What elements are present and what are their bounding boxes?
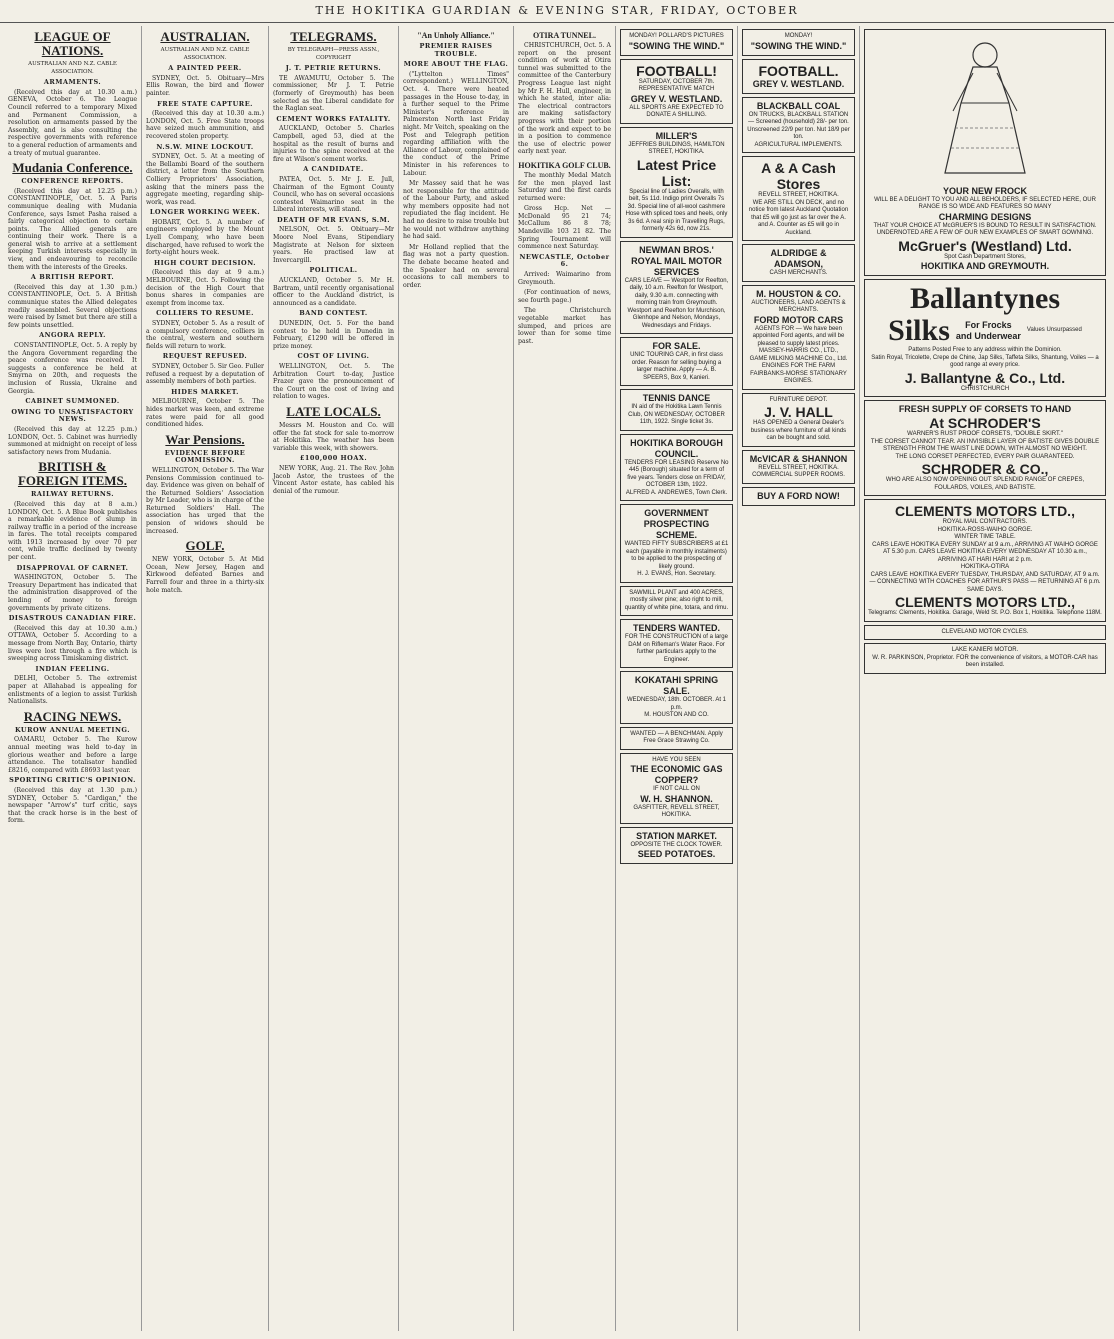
- seed-potatoes: SEED POTATOES.: [637, 849, 716, 859]
- pollards-title: POLLARD'S PICTURES: [658, 33, 724, 39]
- column-telegrams: [269, 26, 399, 1331]
- heading-longer-week: LONGER WORKING WEEK.: [149, 208, 261, 217]
- masthead: THE HOKITIKA GUARDIAN & EVENING STAR, FRIDAY, OCTOBER: [0, 0, 1114, 23]
- pollards-film: "SOWING THE WIND.": [628, 40, 725, 51]
- free-state-text: (Received this day at 10.30 a.m.) LONDON, Oct. 5. Free State troops have seized much ammunition, and recovered stolen property.: [146, 110, 264, 140]
- hoax-text: NEW YORK, Aug. 21. The Rev. John Jacob Astor, the trustees of the Vincent Astor estate, has cabled his denial of the rumour.: [273, 464, 394, 495]
- houston-title: M. HOUSTON & CO.: [756, 288, 841, 299]
- sporting-text: (Received this day at 1.30 p.m.) SYDNEY, October 5. "Cardigan," the newspaper "Arrow's" turf critic, says that the crack horse is in the best of form.: [8, 786, 137, 825]
- heading-cost: COST OF LIVING.: [297, 352, 370, 361]
- football-ad-right: [742, 59, 855, 94]
- ford-title: FORD MOTOR CARS: [753, 314, 844, 325]
- corsets-title: FRESH SUPPLY OF CORSETS TO HAND: [898, 404, 1072, 415]
- war-text: WELLINGTON, October 5. The War Pensions Commission continued to-day. Evidence was given on behalf of the Returned Soldiers' Association by Mr Leader, who is in charge of the Returned Soldiers' Hall. The association has urged that the pension of widows should be increased.: [146, 466, 264, 535]
- heading-newcastle: NEWCASTLE, October 6.: [519, 252, 610, 269]
- hall-title: J. V. HALL: [764, 404, 833, 420]
- angora-text: CONSTANTINOPLE, Oct. 5. A reply by the Angora Government regarding the peace conference was received. It suggests a conference be held at Smyrna on 20th, and requests the inclusion of Russia, Ukraine and Georgia.: [8, 342, 137, 395]
- british-report-text: (Received this day at 1.30 p.m.) CONSTANTINOPLE, Oct. 5. A British communique states the Allied delegates readily assembled. Several objections were raised by Ismet but there are still a few points unsettled.: [8, 283, 137, 329]
- clements-title: CLEMENTS MOTORS LTD.,: [895, 503, 1075, 520]
- heading-mudania: Mudania Conference.: [12, 160, 133, 176]
- cement-text: AUCKLAND, October 5. Charles Campbell, aged 53, died at the hospital as the result of burns and injuries to the spine received at the fire at Wilson's cement works.: [273, 125, 394, 163]
- clements-route: HOKITIKA-ROSS-WAIHO GORGE.: [937, 526, 1033, 533]
- station-market-ad: [620, 827, 733, 865]
- football-date: SATURDAY, OCTOBER 7th. REPRESENTATIVE MATCH: [638, 78, 715, 92]
- aldridge-title: ALDRIDGE & ADAMSON,: [770, 248, 827, 269]
- ford-text: AGENTS FOR — We have been appointed Ford agents, and will be pleased to supply latest prices.: [752, 325, 845, 347]
- unholy-text-2: Mr Massey said that he was not responsible for the attitude of the Labour Party, and asked why members opposite had not repudiated the flag incident. He had no desire to raise trouble but he would not withdraw anything he had said.: [403, 180, 509, 241]
- heading-golf: GOLF.: [185, 538, 225, 554]
- and-underwear: and Underwear: [955, 331, 1021, 342]
- heading-unholy: "An Unholy Alliance.": [417, 31, 495, 40]
- forsale-ad: [620, 337, 733, 386]
- heading-cabinet: CABINET SUMMONED.: [25, 397, 120, 406]
- petrie-text: TE AWAMUTU, October 5. The commissioner, Mr J. T. Petrie (formerly of Greymouth) has been selected as the Liberal candidate for the Raglan seat.: [273, 74, 394, 113]
- indian-text: DELHI, October 5. The extremist paper at Allahabad is appealing for enlistments of a legion to assist Turkish Nationalists.: [8, 675, 137, 706]
- painted-text: SYDNEY, Oct. 5. Obituary—Mrs Ellis Rowan, the bird and flower painter.: [146, 74, 264, 97]
- heading-otira: OTIRA TUNNEL.: [533, 31, 596, 40]
- late-locals-text: Messrs M. Houston and Co. will offer the fat stock for sale to-morrow at Hokitika. The weather has been variable this week, with showers.: [273, 421, 394, 452]
- millers-address: JEFFRIES BUILDINGS, HAMILTON STREET, HOKITIKA.: [628, 141, 725, 155]
- football-title: FOOTBALL!: [636, 62, 717, 79]
- football-ad: [620, 59, 733, 124]
- pollards-monday: MONDAY!: [629, 33, 657, 39]
- heading-kurow: KUROW ANNUAL MEETING.: [15, 725, 130, 734]
- carnet-text: WASHINGTON, October 5. The Treasury Department has indicated that the administration disapproved of the lending of money to foreign governments by private citizens.: [8, 574, 137, 612]
- frock-title: YOUR NEW FROCK: [943, 185, 1027, 196]
- column-ads-right: [738, 26, 860, 1331]
- australian-subhead: AUSTRALIAN AND N.Z. CABLE ASSOCIATION.: [160, 47, 250, 61]
- newman-ad: [620, 241, 733, 335]
- price-list-title: Latest Price List:: [636, 156, 717, 189]
- tennis-title: TENNIS DANCE: [642, 393, 711, 403]
- mcgruer-name: McGruer's (Westland) Ltd.: [898, 237, 1072, 254]
- fairbanks-title: FAIRBANKS-MORSE STATIONARY ENGINES.: [750, 370, 847, 384]
- heading-petrie: J. T. PETRIE RETURNS.: [285, 64, 382, 73]
- tenders-title: TENDERS WANTED.: [632, 623, 720, 633]
- warner-title: WARNER'S RUST PROOF CORSETS, "DOUBLE SKIRT.": [907, 431, 1063, 438]
- heading-painted: A PAINTED PEER.: [168, 64, 242, 73]
- engines-title: ENGINES FOR THE FARM: [761, 363, 836, 369]
- prospecting-ad: [620, 504, 733, 583]
- death-text: NELSON, Oct. 5. Obituary—Mr Moore Noel Evans, Stipendiary Magistrate at Nelson for sixteen years. He practised law at Invercargill.: [273, 226, 394, 264]
- agricultural-title: AGRICULTURAL IMPLEMENTS.: [754, 141, 843, 148]
- football-teams: GREY V. WESTLAND.: [630, 93, 723, 104]
- golf-club-text: The monthly Medal Match for the men played last Saturday and the first cards returned were:: [518, 171, 611, 202]
- acash-text: WE ARE STILL ON DECK, and no notice from latest Auckland Quotation that £5 will go just as far over the A. and A. Counter as £5 will go in Auckland.: [748, 199, 849, 236]
- heading-late-locals: LATE LOCALS.: [286, 403, 381, 419]
- houston-ad: [742, 285, 855, 390]
- war-subhead: EVIDENCE BEFORE COMMISSION.: [164, 448, 246, 465]
- otira-text: CHRISTCHURCH, Oct. 5. A report on the present condition of work at Otira tunnel was submitted to the committee of the Canterbury Progress League last night by Mr F. H. Hull, engineer, in which he stated, inter alia: The electrical contractors are making satisfactory progress with their portion of the work and expect to be in a position to commence the use of electric power early next year.: [518, 42, 611, 156]
- acash-address: REVELL STREET, HOKITIKA.: [758, 192, 839, 198]
- heading-political: POLITICAL.: [309, 266, 358, 275]
- heading-cement: CEMENT WORKS FATALITY.: [276, 114, 391, 123]
- newcastle-text: Arrived: Waimarino from Greymouth.: [518, 271, 611, 286]
- warner-text: THE CORSET CANNOT TEAR. AN INVISIBLE LAYER OF BATISTE GIVES DOUBLE STRENGTH FROM THE WAIST LINE DOWN, WITH ALMOST NO WEIGHT.: [870, 438, 1100, 453]
- houston-sub: AUCTIONEERS, LAND AGENTS & MERCHANTS.: [751, 299, 846, 313]
- values-note: Values Unsurpassed: [1026, 327, 1082, 334]
- heading-racing: RACING NEWS.: [23, 708, 122, 724]
- heading-league: LEAGUE OF NATIONS.: [34, 29, 111, 58]
- buy-ford-text: BUY A FORD NOW!: [757, 490, 840, 501]
- railway-text: (Received this day at 8 a.m.) LONDON, Oct. 5. A Blue Book publishes a remarkable evidence of slump in railway traffic in a period of the increase in fares. The total receipts compared with 1913 increased by over 70 per cent, while traffic declined by twenty per cent.: [8, 500, 137, 562]
- heading-war-pensions: War Pensions.: [165, 431, 245, 447]
- hall-text: HAS OPENED a General Dealer's business where furniture of all kinds can be bought and sold.: [750, 420, 847, 441]
- heading-golf-club: HOKITIKA GOLF CLUB.: [518, 160, 611, 170]
- pollards-ad-right: [742, 29, 855, 56]
- price-list-text: Special line of Ladies Overalls, with belt, 5s 11d. Indigo print Overalls 7s 3d. Special line of all-wool cashmere Hose with spliced toes and heels, only 3s 6d. A real snip in Travelling Rugs, formerly 42s 6d, now 21s.: [625, 188, 728, 232]
- prospecting-text: WANTED FIFTY SUBSCRIBERS at £1 each (payable in monthly instalments) to be applied to the prospecting of likely ground.: [624, 541, 729, 570]
- tenders-text: FOR THE CONSTRUCTION of a large DAM on Rifleman's Water Race. For further particulars apply to the Engineer.: [625, 634, 728, 663]
- tenders-ad: [620, 619, 733, 668]
- newman-title: NEWMAN BROS.' ROYAL MAIL MOTOR SERVICES: [631, 244, 722, 277]
- unholy-text: ("Lyttelton Times" correspondent.) WELLINGTON, Oct. 4. There were heated passages in the House to-day, in a further sequel to the Prime Minister's reference in Palmerston North last Friday night. Mr Veitch, speaking on the Post and Telegraph petition regarding affiliation with the Alliance of Labour, complained of the conduct of the Prime Minister in his references to Labour.: [403, 70, 509, 177]
- heading-angora: ANGORA REPLY.: [39, 331, 106, 340]
- patterns-note: Patterns Posted Free to any address within the Dominion.: [908, 347, 1062, 354]
- cleveland-title: CLEVELAND MOTOR CYCLES.: [941, 628, 1029, 635]
- acash-title: A & A Cash Stores: [761, 160, 836, 192]
- pollards-film-right: "SOWING THE WIND.": [750, 40, 847, 51]
- mudania-subhead: CONFERENCE REPORTS.: [21, 177, 124, 186]
- gas-have: HAVE YOU SEEN: [652, 756, 701, 763]
- kokatahi-ad: [620, 671, 733, 724]
- longer-week-text: HOBART, Oct. 5. A number of engineers employed by the Mount Lyell Company, who have been discharged, have refused to work the forty-eight hours week.: [146, 218, 264, 257]
- gas-copper-ad: [620, 753, 733, 824]
- football-teams-right: GREY V. WESTLAND.: [752, 78, 845, 89]
- tennis-text: IN aid of the Hokitika Lawn Tennis Club, ON WEDNESDAY, OCTOBER 11th, 1922. Single ticket 3s.: [628, 404, 725, 425]
- millers-ad: [620, 127, 733, 238]
- heading-indian: INDIAN FEELING.: [35, 664, 110, 673]
- lake-ad: [864, 643, 1106, 674]
- column-ads-left: [616, 26, 738, 1331]
- blackball-text: ON TRUCKS, BLACKBALL STATION — Screened (household) 28/- per ton. Unscreened 22/9 per ton. Nut 18/9 per ton.: [747, 111, 850, 140]
- kurow-text: OAMARU, October 5. The Kurow annual meeting was held to-day in glorious weather and before a large attendance. The totalisator handled £8216, compared with £8693 last year.: [8, 736, 137, 774]
- golf-text: NEW YORK, October 5. At Mid Ocean, New Jersey, Hagen and Kirkwood defeated Barnes and Farrell four and three in a thirty-six hole match.: [146, 556, 264, 594]
- cabinet-text: (Received this day at 12.25 p.m.) LONDON, Oct. 5. Cabinet was hurriedly summoned at midnight on receipt of less satisfactory news from Mudania.: [8, 425, 137, 456]
- heading-high-court: HIGH COURT DECISION.: [153, 258, 257, 267]
- borough-title: HOKITIKA BOROUGH COUNCIL.: [630, 437, 723, 459]
- unholy-text-3: Mr Holland replied that the flag was not a party question. The debate became heated and the Speaker had on several occasions to call members to order.: [403, 243, 509, 289]
- clements-sub: ROYAL MAIL CONTRACTORS.: [942, 519, 1028, 526]
- cabinet-subhead: OWING TO UNSATISFACTORY NEWS.: [11, 407, 134, 424]
- heading-band: BAND CONTEST.: [299, 309, 368, 318]
- continuation-note: (For continuation of news, see fourth page.): [518, 289, 611, 304]
- heading-hoax: £100,000 HOAX.: [299, 454, 368, 463]
- sawmill-ad: [620, 586, 733, 617]
- column-unholy: [399, 26, 514, 1331]
- cleveland-ad: [864, 625, 1106, 641]
- telegrams-subhead: BY TELEGRAPH—PRESS ASSN., COPYRIGHT: [287, 47, 380, 61]
- borough-text: TENDERS FOR LEASING Reserve No 445 (Borough) situated for a term of five years. Tenders close on FRIDAY, OCTOBER 13th, 1922.: [624, 459, 729, 488]
- kokatahi-auctioneer: M. HOUSTON AND CO.: [644, 712, 709, 718]
- otira-route: HOKITIKA-OTIRA: [960, 564, 1010, 571]
- unholy-subhead: PREMIER RAISES TROUBLE.: [419, 42, 493, 58]
- column-australian: [142, 26, 269, 1331]
- furniture-ad: [742, 393, 855, 447]
- aldridge-sub: CASH MERCHANTS.: [769, 270, 828, 276]
- clements-ad: [864, 499, 1106, 622]
- timetable-title: WINTER TIME TABLE.: [954, 534, 1016, 541]
- blackball-title: BLACKBALL COAL: [756, 100, 841, 111]
- golf-club-scores: Gross Hcp. Net — McDonald 95 21 74; McCallum 86 8 78; Mandeville 103 21 82. The Spring Tournament will commence next Saturday.: [518, 205, 611, 251]
- benchman-ad: [620, 727, 733, 750]
- lake-text: W. R. PARKINSON, Proprietor. FOR the convenience of visitors, a MOTOR-CAR has been installed.: [872, 654, 1098, 669]
- heading-colliers: COLLIERS TO RESUME.: [156, 309, 254, 318]
- mudania-text: (Received this day at 12.25 p.m.) CONSTANTINOPLE, Oct. 5. A Paris communique dealing with Mudania Conference, says Ismet Pasha raised a fairly categorical objection to certain points. The Allied generals are continuing their work. There is a general wish to arrive at a settlement keeping Turkish interests especially in view, and endeavouring to reconcile them with the interests of the Greeks.: [8, 187, 137, 271]
- mcvicar-title: McVICAR & SHANNON: [749, 453, 848, 464]
- pollards-ad: [620, 29, 733, 56]
- hides-text: MELBOURNE, October 5. The hides market was keen, and extreme rates were paid for all good conditioned hides.: [146, 398, 264, 429]
- mcvicar-address: REVELL STREET, HOKITIKA.: [758, 464, 839, 471]
- mine-text: SYDNEY, Oct. 5. At a meeting of the Bellambi Board of the southern district, a letter from the Southern Colliery Proprietors' Association, asking that the miners pass the aggregate meeting, regarding ship-work, was read.: [146, 153, 264, 206]
- heading-foreign-items: BRITISH & FOREIGN ITEMS.: [17, 459, 128, 489]
- silks-title: Silks: [888, 314, 950, 348]
- heading-death: DEATH OF MR EVANS, S.M.: [276, 215, 391, 224]
- kokatahi-title: KOKATAHI SPRING SALE.: [634, 675, 719, 696]
- milking-title: GAME MILKING MACHINE Co., Ltd.: [749, 355, 848, 362]
- request-text: SYDNEY, October 5. Sir Geo. Fuller refused a request by a deputation of assembly members of both parties.: [146, 362, 264, 386]
- forsale-text: UNIC TOURING CAR, in first class order. Reason for selling buying a larger machine. Apply — A. B. SPEERS, Box 9, Kanieri.: [630, 352, 723, 381]
- heading-candidate: A CANDIDATE.: [303, 165, 364, 174]
- ballantyne-ad: [864, 279, 1106, 397]
- frock-body: THAT YOUR CHOICE AT McGRUER'S IS BOUND TO RESULT IN SATISFACTION. UNDERNOTED ARE A FEW OF OUR NEW EXAMPLES OF SMART GOWNING.: [873, 222, 1097, 237]
- forsale-title: FOR SALE.: [652, 341, 701, 351]
- at-schroders: At SCHRODER'S: [929, 415, 1041, 432]
- cost-text: WELLINGTON, Oct. 5. The Arbitration Court to-day, Justice Frazer gave the pronouncement of the Court on the cost of living and relation to wages.: [273, 362, 394, 401]
- political-text: AUCKLAND, October 5. Mr H. Bartram, until recently organisational officer to the Auckland district, is announced as a candidate.: [273, 277, 394, 307]
- ballantyne-name: Ballantynes: [909, 282, 1061, 316]
- band-text: DUNEDIN, Oct. 5. For the band contest to be held in Dunedin in February, £1290 will be offered in prize money.: [273, 320, 394, 350]
- millers-name: MILLER'S: [655, 130, 698, 141]
- colliers-text: SYDNEY, October 5. As a result of a compulsory conference, colliers in the central, western and southern fields will return to work.: [146, 320, 264, 350]
- heading-canadian-fire: DISASTROUS CANADIAN FIRE.: [8, 614, 137, 623]
- frock-text: WILL BE A DELIGHT TO YOU AND ALL BEHOLDERS, IF SELECTED HERE, OUR RANGE IS SO WIDE AND FEATURES SO MANY: [874, 196, 1096, 211]
- heading-railway: RAILWAY RETURNS.: [30, 490, 115, 499]
- column-league: [4, 26, 142, 1331]
- station-title: STATION MARKET.: [636, 830, 717, 841]
- acash-ad: [742, 156, 855, 241]
- tennis-ad: [620, 389, 733, 431]
- heading-carnet: DISAPPROVAL OF CARNET.: [16, 563, 129, 572]
- jb-city: CHRISTCHURCH: [960, 385, 1010, 392]
- benchman-text: WANTED — A BENCHMAN. Apply Free Grace Strawing Co.: [630, 730, 723, 744]
- clements-footer: CLEMENTS MOTORS LTD.,: [895, 594, 1075, 611]
- suppers-title: COMMERCIAL SUPPER ROOMS.: [752, 472, 845, 478]
- clements-contact: Telegrams: Clements, Hokitika. Garage, Weld St. P.O. Box 1, Hokitika. Telephone 118M.: [868, 610, 1102, 617]
- armaments-text: (Received this day at 10.30 a.m.) GENEVA, October 6. The League Council referred to a temporary Mixed and Permanent Commission, a resolution on armaments passed by the Assembly, and is also consulting the respective governments with reference to a general reduction of armaments and a treaty of mutual guarantee.: [8, 88, 137, 157]
- aldridge-ad: [742, 244, 855, 282]
- mcgruer-stores: Spot Cash Department Stores,: [944, 253, 1026, 260]
- heading-british-report: A BRITISH REPORT.: [30, 273, 115, 282]
- column-otira: [514, 26, 616, 1331]
- schroder-ad: [864, 400, 1106, 496]
- gas-callon: IF NOT CALL ON: [653, 786, 700, 792]
- schroder-name: SCHRODER & CO.,: [921, 461, 1049, 478]
- heading-telegrams: TELEGRAMS.: [290, 29, 377, 44]
- heading-australian: AUSTRALIAN.: [160, 29, 250, 44]
- football-title-right: FOOTBALL.: [758, 62, 839, 79]
- gas-title: THE ECONOMIC GAS COPPER?: [630, 764, 723, 785]
- pollards-monday-right: MONDAY!: [784, 33, 813, 39]
- mcvicar-ad: [742, 450, 855, 484]
- football-note: ALL SPORTS ARE EXPECTED TO DONATE A SHILLING.: [629, 104, 724, 118]
- heading-sporting: SPORTING CRITIC'S OPINION.: [9, 776, 136, 785]
- prospecting-signature: H. J. EVANS, Hon. Secretary.: [637, 571, 716, 577]
- mcgruer-ad: [864, 29, 1106, 276]
- kokatahi-text: WEDNESDAY, 18th. OCTOBER. At 1 p.m.: [626, 697, 727, 711]
- massey-title: MASSEY-HARRIS CO., LTD.,: [758, 348, 839, 354]
- lake-title: LAKE KANIERI MOTOR.: [951, 647, 1019, 654]
- sawmill-text: SAWMILL PLANT and 400 ACRES, mostly silver pine; also right to mill, quantity of white pine, totara, and rimu.: [624, 589, 729, 611]
- canadian-fire-text: (Received this day at 10.30 a.m.) OTTAWA, October 5. According to a message from North Bay, Ontario, thirty lives were lost through a fire which is sweeping across Timiskaming district.: [8, 624, 137, 663]
- borough-ad: [620, 434, 733, 502]
- otira-route-text: CARS LEAVE HOKITIKA EVERY TUESDAY, THURSDAY, AND SATURDAY, AT 9 a.m. — CONNECTING WITH COACHES FOR ARTHUR'S PASS — RETURNING AT 6 p.m. SAME DAYS.: [869, 571, 1101, 593]
- heading-request: REQUEST REFUSED.: [162, 352, 248, 361]
- high-court-text: (Received this day at 9 a.m.) MELBOURNE, Oct. 5. Following the decision of the High Court that bonus shares in companies are exempt from income tax.: [146, 269, 264, 307]
- market-text: The Christchurch vegetable market has slumped, and prices are lower than for some time past.: [518, 307, 611, 345]
- silk-list: Satin Royal, Tricolette, Crepe de Chine, Jap Silks, Taffeta Silks, Shantung, Voiles — a good range at every price.: [871, 354, 1099, 369]
- heading-armaments: ARMAMENTS.: [43, 78, 102, 87]
- frock-illustration: [905, 33, 1065, 183]
- heading-mine: N.S.W. MINE LOCKOUT.: [156, 142, 254, 151]
- prospecting-title: GOVERNMENT PROSPECTING SCHEME.: [643, 508, 710, 540]
- jb-name: J. Ballantyne & Co., Ltd.: [904, 369, 1066, 386]
- blackball-ad: [742, 97, 855, 154]
- timetable-text: CARS LEAVE HOKITIKA EVERY SUNDAY at 9 a.m., ARRIVING AT WAIHO GORGE AT 5.30 p.m. CARS LEAVE HOKITIKA EVERY WEDNESDAY AT 10.30 a.m., ARRIVING AT HARI HARI at 2 p.m.: [872, 541, 1098, 563]
- furniture-title: FURNITURE DEPOT.: [769, 396, 828, 403]
- schroder-range: WHO ARE ALSO NOW OPENING OUT SPLENDID RANGE OF CREPES, FOULARDS, VOILES, AND BATISTE.: [885, 477, 1085, 491]
- league-subhead: AUSTRALIAN AND N.Z. CABLE ASSOCIATION.: [28, 61, 117, 75]
- candidate-text: PATEA, Oct. 5. Mr J. E. Jull, Chairman of the Egmont County Council, who has on several occasions contested Waimarino seat in the Liberal interests, will stand.: [273, 175, 394, 214]
- shannon-address: GASFITTER, REVELL STREET, HOKITIKA.: [633, 804, 720, 818]
- mcgruer-towns: HOKITIKA AND GREYMOUTH.: [920, 261, 1050, 272]
- for-frocks: For Frocks: [965, 320, 1012, 331]
- borough-signature: ALFRED A. ANDREWES, Town Clerk.: [625, 489, 728, 496]
- long-corset: THE LONG CORSET PERFECTED, EVERY PAIR GUARANTEED.: [895, 453, 1075, 460]
- unholy-subhead-2: MORE ABOUT THE FLAG.: [403, 60, 509, 69]
- charming-title: CHARMING DESIGNS: [938, 211, 1032, 222]
- shannon-name: W. H. SHANNON.: [640, 793, 713, 804]
- station-location: OPPOSITE THE CLOCK TOWER.: [630, 841, 723, 848]
- newman-text: CARS LEAVE — Westport for Reefton, daily, 10 a.m. Reefton for Westport, daily, 9.30 a.m. connecting with morning train from Greymouth. Westport and Reefton for Murchison, Glenhope and Nelson, Mondays, Wednesdays and Fridays.: [624, 277, 729, 329]
- column-ads-far-right: [860, 26, 1110, 1331]
- heading-free-state: FREE STATE CAPTURE.: [157, 99, 253, 108]
- buy-ford-ad: [742, 487, 855, 506]
- heading-hides: HIDES MARKET.: [171, 387, 239, 396]
